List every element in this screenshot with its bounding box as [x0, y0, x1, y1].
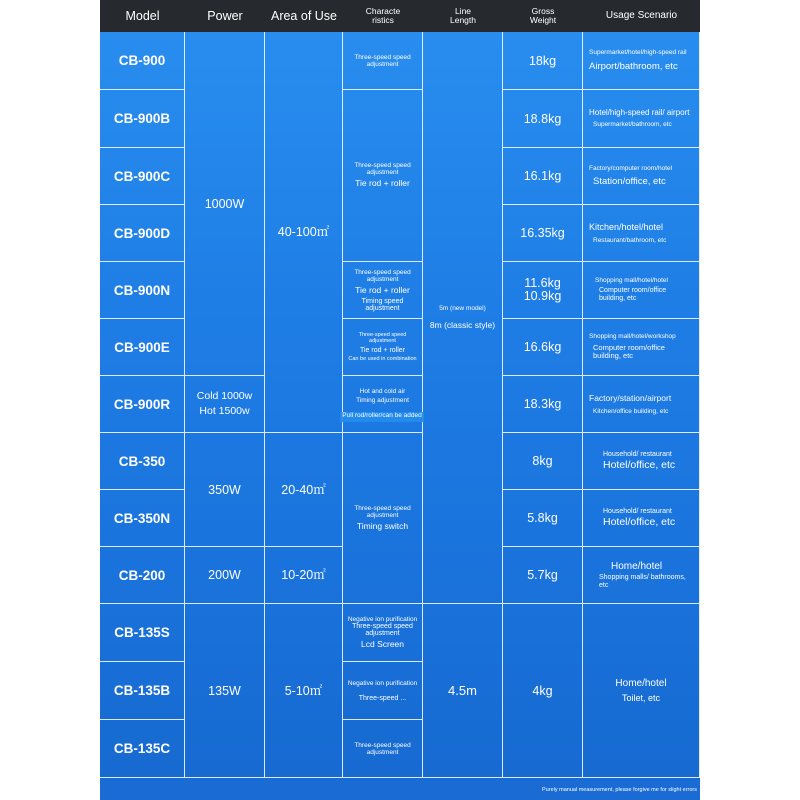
model-cell: CB-900 — [100, 32, 185, 90]
usage-small: Shopping mall/hotel/hotel — [595, 276, 668, 284]
characteristics-cell — [343, 90, 423, 262]
char-line: Three-speed speed adjustment — [354, 53, 411, 68]
model-cell: CB-135S — [100, 604, 185, 662]
usage-small: Shopping mall/hotel/workshop — [589, 333, 676, 341]
char-line: Three-speed speed adjustment — [352, 622, 413, 637]
weight-cell — [503, 262, 583, 319]
usage-main: Station/office, etc — [593, 176, 666, 188]
usage-main: Home/hotel — [611, 561, 663, 572]
footer-note: Purely manual measurement, please forgive me for slight errors — [100, 780, 700, 800]
char-line: Hot and cold air — [359, 388, 406, 395]
weight-value: 10.9kg — [523, 289, 562, 303]
model-cell: CB-900R — [100, 376, 185, 433]
char-line: Lcd Screen — [361, 638, 404, 649]
usage-small: Kitchen/office building, etc — [593, 407, 669, 415]
char-line: Timing switch — [356, 520, 409, 531]
header-power: Power — [207, 9, 243, 23]
usage-cell — [583, 490, 700, 547]
usage-cell — [583, 262, 700, 319]
weight-cell: 16.1kg — [503, 148, 583, 205]
area-cell: 10-20㎡ — [265, 547, 343, 604]
usage-main: Hotel/office, etc — [603, 516, 676, 529]
weight-cell: 5.7kg — [503, 547, 583, 604]
char-line: Timing speed adjustment — [361, 297, 404, 312]
model-cell: CB-900N — [100, 262, 185, 319]
header-line-length: Line Length — [450, 6, 476, 25]
power-cell: 200W — [185, 547, 265, 604]
header-usage: Usage Scenario — [605, 10, 678, 21]
char-line: Three-speed speed adjustment — [354, 504, 411, 519]
characteristics-cell — [343, 433, 423, 604]
usage-cell — [583, 32, 700, 90]
weight-value: 11.6kg — [524, 276, 561, 290]
char-line: Tie rod + roller — [359, 347, 406, 354]
power-cell — [185, 376, 265, 433]
usage-main: Airport/bathroom, etc — [589, 60, 678, 72]
char-line: Three-speed speed adjustment — [354, 741, 411, 756]
weight-cell: 18.3kg — [503, 376, 583, 433]
weight-cell: 8kg — [503, 433, 583, 490]
weight-cell: 18.8kg — [503, 90, 583, 148]
usage-cell — [583, 205, 700, 262]
power-cell: 1000W — [185, 32, 265, 376]
header-row — [100, 0, 700, 32]
header-model: Model — [125, 9, 160, 23]
usage-small: Toilet, etc — [621, 692, 661, 703]
line-length-classic: 8m (classic style) — [429, 320, 496, 330]
char-line: Negative ion purification — [347, 615, 418, 623]
characteristics-cell — [343, 376, 423, 433]
characteristics-cell — [343, 662, 423, 720]
area-cell: 40-100㎡ — [265, 32, 343, 433]
char-line: Can be used in combination — [348, 356, 417, 362]
characteristics-cell — [343, 319, 423, 376]
weight-cell: 5.8kg — [503, 490, 583, 547]
usage-main: Computer room/office building, etc — [593, 342, 665, 361]
char-line: Tie rod + roller — [355, 178, 410, 188]
usage-cell — [583, 148, 700, 205]
usage-main: Hotel/office, etc — [603, 459, 676, 472]
usage-main: Factory/station/airport — [589, 392, 672, 403]
usage-small: Supermarket/hotel/high-speed rail — [589, 49, 687, 57]
weight-cell: 16.6kg — [503, 319, 583, 376]
char-line: Tie rod + roller — [355, 284, 410, 295]
weight-cell: 16.35kg — [503, 205, 583, 262]
characteristics-cell — [343, 720, 423, 778]
usage-cell — [583, 433, 700, 490]
usage-cell — [583, 547, 700, 604]
usage-cell — [583, 319, 700, 376]
power-hot: Hot 1500w — [199, 405, 250, 417]
power-cold: Cold 1000w — [196, 390, 253, 402]
spec-table — [100, 0, 700, 800]
model-cell: CB-135C — [100, 720, 185, 778]
usage-main: Kitchen/hotel/hotel — [589, 221, 664, 232]
char-line: Three-speed speed adjustment — [354, 162, 411, 176]
characteristics-cell — [343, 604, 423, 662]
usage-main: Hotel/high-speed rail/ airport — [589, 108, 690, 118]
header-characteristics: Characte ristics — [365, 6, 401, 25]
model-cell: CB-900E — [100, 319, 185, 376]
model-cell: CB-200 — [100, 547, 185, 604]
usage-small: Factory/computer room/hotel — [589, 164, 673, 172]
usage-small: Household/ restaurant — [603, 450, 672, 458]
usage-cell — [583, 604, 700, 778]
usage-main: Computer room/office building, etc — [599, 287, 667, 303]
char-line: Three-speed speed adjustment — [354, 268, 411, 283]
model-cell: CB-900D — [100, 205, 185, 262]
area-cell: 20-40㎡ — [265, 433, 343, 547]
line-length-cell — [423, 32, 503, 604]
usage-small: Household/ restaurant — [603, 507, 672, 515]
pull-rod-note: Pull rod/roller/can be added — [340, 412, 424, 422]
char-line: Timing adjustment — [356, 397, 409, 404]
line-length-new: 5m (new model) — [439, 305, 486, 312]
power-cell: 350W — [185, 433, 265, 547]
characteristics-cell — [343, 32, 423, 90]
usage-main: Home/hotel — [615, 677, 667, 689]
usage-small: Supermarket/bathroom, etc — [593, 121, 672, 129]
char-line: Negative ion purification — [347, 679, 418, 687]
char-line: Three-speed ... — [358, 694, 407, 702]
usage-small: Shopping malls/ bathrooms, etc — [599, 574, 686, 589]
line-length-cell: 4.5m — [423, 604, 503, 778]
power-cell: 135W — [185, 604, 265, 778]
model-cell: CB-350N — [100, 490, 185, 547]
usage-cell — [583, 90, 700, 148]
weight-cell: 4kg — [503, 604, 583, 778]
model-cell: CB-350 — [100, 433, 185, 490]
area-cell: 5-10㎡ — [265, 604, 343, 778]
header-gross-weight: Gross Weight — [529, 6, 557, 25]
characteristics-cell — [343, 262, 423, 319]
model-cell: CB-900C — [100, 148, 185, 205]
usage-small: Restaurant/bathroom, etc — [593, 236, 667, 244]
usage-cell — [583, 376, 700, 433]
char-line: Three-speed speed adjustment — [358, 332, 407, 344]
weight-cell: 18kg — [503, 32, 583, 90]
model-cell: CB-900B — [100, 90, 185, 148]
header-area: Area of Use — [270, 9, 337, 23]
model-cell: CB-135B — [100, 662, 185, 720]
